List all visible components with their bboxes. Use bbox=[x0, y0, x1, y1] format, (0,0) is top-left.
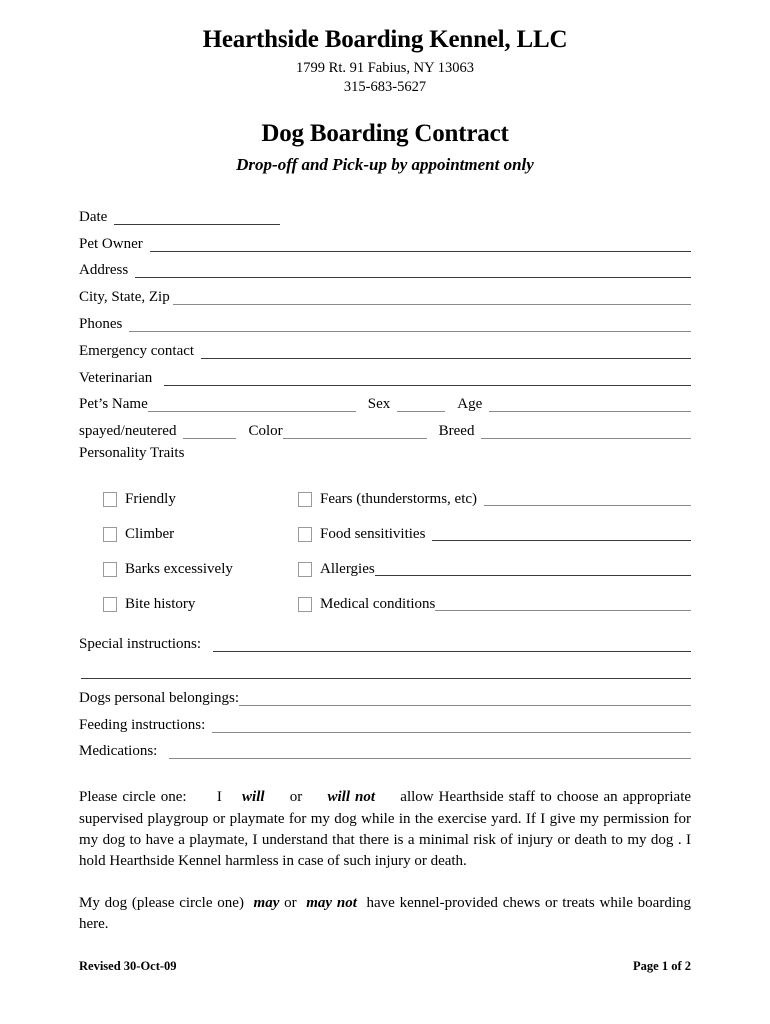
label-belongings: Dogs personal belongings: bbox=[79, 689, 239, 706]
treats-lead: My dog (please circle one) bbox=[79, 894, 244, 911]
trait-row bbox=[79, 473, 691, 508]
treats-body: have kennel-provided chews or treats while boarding here. bbox=[79, 894, 691, 932]
trait-label: Climber bbox=[125, 526, 175, 543]
paragraph-playgroup-consent bbox=[79, 787, 691, 872]
field-row-city-state-zip bbox=[79, 280, 691, 307]
label-color: Color bbox=[248, 423, 283, 440]
input-line-breed[interactable] bbox=[481, 438, 691, 439]
field-row-special-instructions bbox=[79, 627, 691, 654]
input-line-special-instructions-1[interactable] bbox=[213, 651, 691, 652]
company-name: Hearthside Boarding Kennel, LLC bbox=[202, 26, 568, 53]
checkbox-icon[interactable] bbox=[298, 492, 312, 507]
playgroup-option-will[interactable]: will bbox=[242, 789, 265, 806]
field-row-emergency-contact bbox=[79, 334, 691, 361]
input-line-city-state-zip[interactable] bbox=[173, 304, 691, 305]
field-row-spayed-color-breed bbox=[79, 414, 691, 441]
input-line-medical-conditions[interactable] bbox=[435, 610, 691, 611]
paragraph-treats-consent bbox=[79, 893, 691, 936]
trait-item-friendly[interactable] bbox=[79, 492, 298, 508]
personality-traits-heading: Personality Traits bbox=[79, 445, 185, 462]
playgroup-conjunction: or bbox=[289, 789, 303, 806]
field-row-belongings bbox=[79, 681, 691, 708]
trait-label: Barks excessively bbox=[125, 561, 233, 578]
input-line-date[interactable] bbox=[114, 224, 280, 225]
input-line-pets-name[interactable] bbox=[148, 411, 356, 412]
label-sex: Sex bbox=[367, 396, 391, 413]
label-date: Date bbox=[79, 208, 108, 225]
checkbox-icon[interactable] bbox=[103, 492, 117, 507]
label-spayed-neutered: spayed/neutered bbox=[79, 423, 177, 440]
form-body bbox=[79, 200, 691, 935]
playgroup-pronoun: I bbox=[216, 789, 222, 806]
input-line-medications[interactable] bbox=[169, 758, 691, 759]
trait-item-fears[interactable] bbox=[298, 492, 691, 508]
title-block bbox=[0, 120, 770, 175]
footer-page-number: Page 1 of 2 bbox=[633, 959, 691, 973]
page-title: Dog Boarding Contract bbox=[261, 120, 509, 147]
input-line-phones[interactable] bbox=[129, 331, 691, 332]
field-row-pet-owner bbox=[79, 227, 691, 254]
input-line-pet-owner[interactable] bbox=[150, 251, 691, 252]
input-line-spayed-neutered[interactable] bbox=[183, 438, 236, 439]
input-line-sex[interactable] bbox=[397, 411, 445, 412]
trait-item-bite-history[interactable] bbox=[79, 597, 298, 613]
company-address: 1799 Rt. 91 Fabius, NY 13063 bbox=[296, 59, 474, 76]
trait-item-allergies[interactable] bbox=[298, 562, 691, 578]
label-special-instructions: Special instructions: bbox=[79, 635, 202, 652]
trait-label: Bite history bbox=[125, 596, 196, 613]
trait-label: Allergies bbox=[320, 561, 375, 578]
checkbox-icon[interactable] bbox=[103, 527, 117, 542]
field-row-veterinarian bbox=[79, 361, 691, 388]
field-row-date bbox=[79, 200, 691, 227]
company-phone: 315-683-5627 bbox=[343, 79, 427, 96]
label-pet-owner: Pet Owner bbox=[79, 235, 143, 252]
input-line-fears[interactable] bbox=[484, 505, 691, 506]
field-row-medications bbox=[79, 735, 691, 762]
trait-row bbox=[79, 578, 691, 613]
trait-item-food-sensitivities[interactable] bbox=[298, 527, 691, 543]
input-line-allergies[interactable] bbox=[375, 575, 691, 576]
checkbox-icon[interactable] bbox=[298, 562, 312, 577]
playgroup-lead: Please circle one: bbox=[79, 789, 187, 806]
field-row-feeding bbox=[79, 708, 691, 735]
label-age: Age bbox=[457, 396, 483, 413]
page-footer bbox=[79, 959, 691, 974]
field-row-special-instructions-cont bbox=[79, 654, 691, 681]
trait-item-barks-excessively[interactable] bbox=[79, 562, 298, 578]
field-row-pet-name-sex-age bbox=[79, 388, 691, 415]
page-subtitle: Drop-off and Pick-up by appointment only bbox=[236, 155, 534, 174]
label-city-state-zip: City, State, Zip bbox=[79, 289, 170, 306]
field-row-address bbox=[79, 254, 691, 281]
trait-label: Fears (thunderstorms, etc) bbox=[320, 491, 478, 508]
field-row-phones bbox=[79, 307, 691, 334]
instructions-block bbox=[79, 627, 691, 761]
label-address: Address bbox=[79, 262, 129, 279]
playgroup-option-will-not[interactable]: will not bbox=[327, 789, 376, 806]
treats-conjunction: or bbox=[284, 894, 297, 911]
trait-label: Food sensitivities bbox=[320, 526, 426, 543]
footer-revised-date: Revised 30-Oct-09 bbox=[79, 959, 177, 973]
trait-item-medical-conditions[interactable] bbox=[298, 597, 691, 613]
label-emergency-contact: Emergency contact bbox=[79, 342, 195, 359]
checkbox-icon[interactable] bbox=[298, 597, 312, 612]
treats-option-may[interactable]: may bbox=[253, 894, 280, 911]
input-line-special-instructions-2[interactable] bbox=[81, 678, 691, 679]
label-breed: Breed bbox=[438, 423, 475, 440]
input-line-emergency-contact[interactable] bbox=[201, 358, 691, 359]
checkbox-icon[interactable] bbox=[298, 527, 312, 542]
trait-row bbox=[79, 543, 691, 578]
personality-traits-grid bbox=[79, 473, 691, 613]
input-line-food-sensitivities[interactable] bbox=[432, 540, 691, 541]
input-line-belongings[interactable] bbox=[239, 705, 691, 706]
trait-label: Friendly bbox=[125, 491, 176, 508]
label-veterinarian: Veterinarian bbox=[79, 369, 153, 386]
label-phones: Phones bbox=[79, 315, 123, 332]
letterhead bbox=[0, 26, 770, 98]
treats-option-may-not[interactable]: may not bbox=[306, 894, 357, 911]
checkbox-icon[interactable] bbox=[103, 597, 117, 612]
label-feeding: Feeding instructions: bbox=[79, 716, 206, 733]
trait-label: Medical conditions bbox=[320, 596, 436, 613]
checkbox-icon[interactable] bbox=[103, 562, 117, 577]
trait-row bbox=[79, 508, 691, 543]
label-medications: Medications: bbox=[79, 743, 158, 760]
input-line-age[interactable] bbox=[489, 411, 691, 412]
label-pets-name: Pet’s Name bbox=[79, 396, 148, 413]
input-line-address[interactable] bbox=[135, 277, 691, 278]
input-line-color[interactable] bbox=[283, 438, 427, 439]
input-line-veterinarian[interactable] bbox=[164, 385, 691, 386]
playgroup-body: allow Hearthside staff to choose an appropriate supervised playgroup or playmate for my dog while in the exercise yard. If I give my permission for my dog to have a playmate, I understand that there is a minimal risk of injury or death to my dog . I hold Hearthside Kennel harmless in case of such injury or death. bbox=[79, 789, 692, 870]
trait-item-climber[interactable] bbox=[79, 527, 298, 543]
input-line-feeding[interactable] bbox=[212, 732, 691, 733]
